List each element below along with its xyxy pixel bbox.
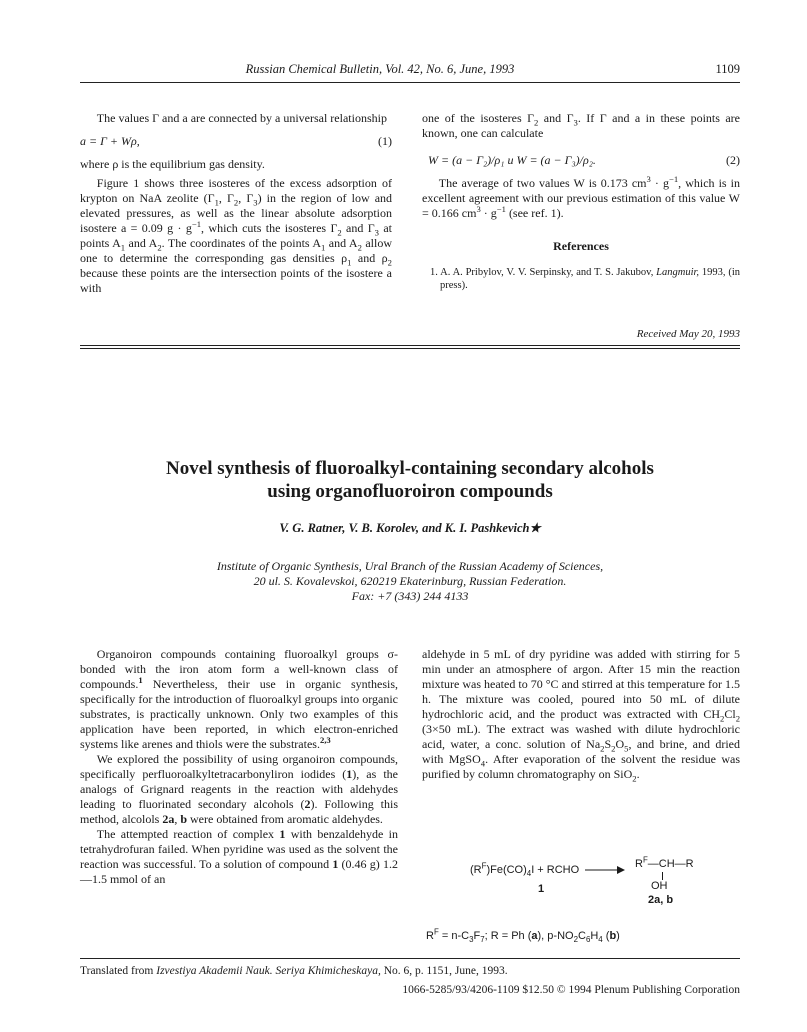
compound-label-1: 1 bbox=[538, 883, 545, 895]
paragraph: The average of two values W is 0.173 $cm^3 \cdot g^{-1}$, which is in excellent agreement with our previous estimation of this value W = 0.166 $cm^3 \cdot g^{-1}$ (see ref. 1). bbox=[422, 174, 741, 220]
article-end-rule bbox=[80, 345, 740, 346]
footer-rule bbox=[80, 958, 740, 959]
article-affiliation: Institute of Organic Synthesis, Ural Branch of the Russian Academy of Sciences, 20 ul. S. Kovalevskoi, 620219 Ekaterinburg, Russian Federation. Fax: +7 (343) 244 4133 bbox=[216, 559, 604, 603]
equation-number: (1) bbox=[378, 134, 392, 148]
scheme-product: $R^F—CH—R$ bbox=[635, 855, 694, 870]
equation-2 bbox=[422, 153, 740, 168]
bond-line bbox=[662, 872, 663, 880]
article-right-column bbox=[422, 647, 740, 782]
received-date: Received May 20, 1993 bbox=[636, 328, 740, 340]
page-number: 1109 bbox=[715, 62, 740, 76]
paragraph: Figure 1 shows three isosteres of the excess adsorption of krypton on NaA zeolite ($\Gamma_1$, $\Gamma_2$, $\Gamma_3$) in the region of low and elevated pressures, as well as the linear absolute adsorption isostere a = 0.09 $g \cdot g^{-1}$, which cuts the isosteres $\Gamma_2$ and $\Gamma_3$ at points $A_1$ and $A_2$. The coordinates of the points $A_1$ and $A_2$ allow one to determine the corresponding gas densities $\rho_1$ and $\rho_2$ because these points are the intersection points of the isostere a with bbox=[80, 176, 393, 295]
equation-number: (2) bbox=[726, 153, 740, 167]
equation-text: W = (a − Γ₂)/ρ₁ и W = (a − Γ₃)/ρ₂. bbox=[428, 153, 596, 167]
paragraph: aldehyde in 5 mL of dry pyridine was added with stirring for 5 min under an atmosphere of argon. After 15 min the reaction mixture was heated to 70 °C and stirred at this temperature for 1.5 h. The mixture was cooled, poured into 50 mL of dilute hydrochloric acid, and the product was extracted with $CH_2Cl_2$ (3×50 mL). The extract was washed with dilute hydrochloric acid, water, a conc. solution of $Na_2S_2O_5$, and brine, and dried with MgSO$_4$. After evaporation of the solvent the residue was purified by column chromatography on SiO$_2$. bbox=[422, 647, 741, 784]
paragraph: one of the isosteres $\Gamma_2$ and $\Gamma_3$. If Γ and a in these points are known, one can calculate bbox=[422, 111, 741, 140]
references-heading: References bbox=[553, 239, 609, 253]
paragraph: where ρ is the equilibrium gas density. bbox=[80, 157, 265, 171]
copyright-line: 1066-5285/93/4206-1109 $12.50 © 1994 Plenum Publishing Corporation bbox=[402, 984, 740, 996]
reaction-arrow bbox=[583, 864, 627, 876]
prev-article-right-column bbox=[422, 111, 740, 292]
article-title: Novel synthesis of fluoroalkyl-containing secondary alcohols using organofluoroiron compounds bbox=[166, 458, 654, 502]
translation-note: Translated from Izvestiya Akademii Nauk. Seriya Khimicheskaya, No. 6, p. 1151, June, 1993. bbox=[80, 965, 508, 977]
article-left-column bbox=[80, 647, 398, 887]
equation-text: a = Γ + Wρ, bbox=[80, 134, 140, 148]
scheme-hydroxyl: OH bbox=[651, 880, 668, 892]
paragraph: Organoiron compounds containing fluoroalkyl groups σ-bonded with the iron atom form a well-known class of compounds.$^1$ Nevertheless, their use in organic synthesis, specifically for the introduction of fluoroalkyl groups into organic substrates, is practically unknown. Only two examples of this application have been reported, in which electron-enriched systems like arenes and thiols were the substrates.$^{2,3}$ bbox=[80, 647, 398, 751]
compound-label-2: 2a, b bbox=[648, 894, 674, 906]
paragraph: We explored the possibility of using organoiron compounds, specifically perfluoroalkyltetracarbonyliron iodides (1), as the analogs of Grignard reagents in the reaction with aldehydes leading to fluorinated secondary alcohols (2). Following this method, alcolols 2a, b were obtained from aromatic aldehydes. bbox=[80, 752, 398, 826]
reference-item: 1. A. A. Pribylov, V. V. Serpinsky, and T. S. Jakubov, Langmuir, 1993, (in press). bbox=[430, 267, 740, 291]
equation-1 bbox=[80, 134, 392, 149]
paragraph: The attempted reaction of complex 1 with benzaldehyde in tetrahydrofuran failed. When pyridine was used as the solvent the reaction was successful. To a solution of compound 1 (0.46 g) 1.2—1.5 mmol of an bbox=[80, 827, 398, 886]
journal-citation: Russian Chemical Bulletin, Vol. 42, No. 6, June, 1993 bbox=[245, 62, 515, 76]
prev-article-left-column bbox=[80, 111, 392, 296]
scheme-reactants: $(R^F)Fe(CO)_4I$ + RCHO bbox=[470, 861, 580, 879]
paragraph: The values Γ and a are connected by a universal relationship bbox=[96, 111, 387, 125]
article-end-rule-2 bbox=[80, 348, 740, 349]
article-authors: V. G. Ratner, V. B. Korolev, and K. I. Pashkevich★ bbox=[279, 521, 541, 535]
header-rule bbox=[80, 82, 740, 83]
scheme-legend: $R^F = n-C_3F_7$; R = Ph (a), $p-NO_2C_6H_4$ (b) bbox=[426, 927, 620, 945]
